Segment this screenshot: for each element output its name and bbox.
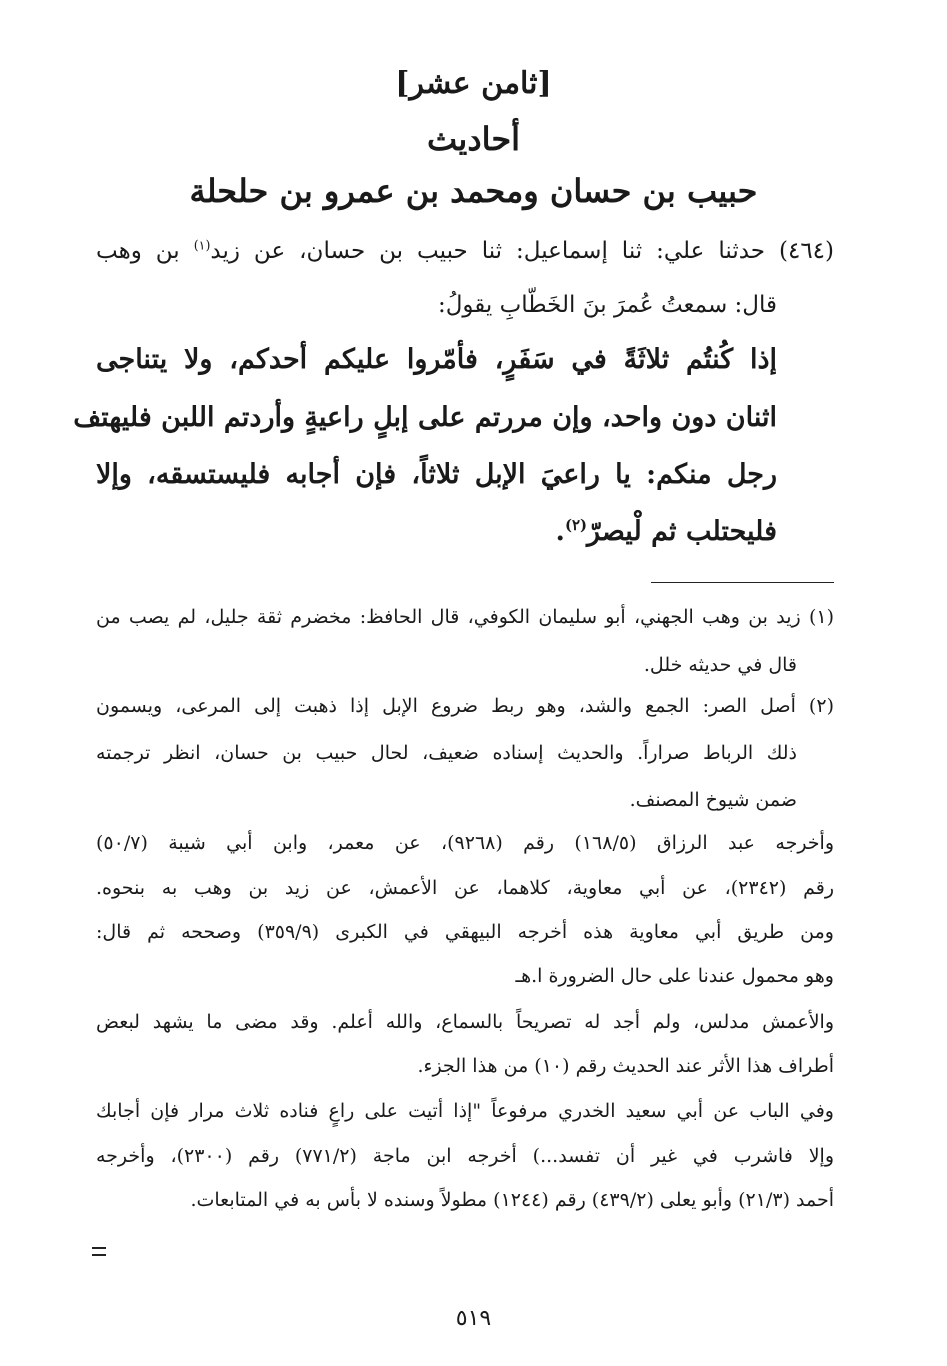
page-number: ٥١٩	[455, 1306, 492, 1331]
takhrij-line-2: رقم (٢٣٤٢)، عن أبي معاوية، كلاهما، عن الأعمش، عن زيد بن وهب به بنحوه.	[96, 877, 834, 899]
footnote-ref-2: (٢)	[564, 516, 587, 534]
isnad-line-1	[96, 238, 834, 264]
isnad-line-2: قال: سمعتُ عُمرَ بنَ الخَطّابِ يقولُ:	[437, 292, 777, 318]
matn-line-1: إذا كُنتُم ثلاثَةً في سَفَرٍ، فأمّروا عليكم أحدكم، ولا يتناجى	[96, 344, 777, 375]
takhrij-line-1: وأخرجه عبد الرزاق (١٦٨/٥) رقم (٩٢٦٨)، عن معمر، وابن أبي شيبة (٥٠/٧)	[96, 832, 834, 854]
amash-line-1: والأعمش مدلس، ولم أجد له تصريحاً بالسماع، والله أعلم. وقد مضى ما يشهد لبعض	[96, 1011, 834, 1033]
matn-text: فليحتلب ثم لْيصرّ	[587, 516, 777, 547]
footnote-2-line-2: ذلك الرباط صراراً. والحديث إسناده ضعيف، لحال حبيب بن حسان، انظر ترجمته	[96, 742, 797, 764]
footnote-1-line-2: قال في حديثه خلل.	[643, 654, 797, 676]
amash-line-2: أطراف هذا الأثر عند الحديث رقم (١٠) من هذا الجزء.	[417, 1055, 834, 1077]
footnote-2-line-3: ضمن شيوخ المصنف.	[629, 789, 797, 811]
narrator-chain-heading: حبيب بن حسان ومحمد بن عمرو بن حلحلة	[189, 172, 758, 210]
continuation-mark	[92, 1247, 106, 1256]
footnote-ref-1: (١)	[193, 237, 211, 253]
isnad-text: (٤٦٤) حدثنا علي: ثنا إسماعيل: ثنا حبيب بن حسان، عن زيد	[210, 238, 835, 264]
takhrij-line-3: ومن طريق أبي معاوية هذه أخرجه البيهقي في الكبرى (٣٥٩/٩) وصححه ثم قال:	[96, 921, 834, 943]
matn-end: .	[555, 516, 565, 547]
matn-line-2: اثنان دون واحد، وإن مررتم على إبلٍ راعيةٍ وأردتم اللبن فليهتف	[73, 402, 777, 433]
footnote-2-line-1: (٢) أصل الصر: الجمع والشد، وهو ربط ضروع الإبل إذا ذهبت إلى المرعى، ويسمون	[96, 695, 834, 717]
footnote-separator	[651, 582, 834, 583]
matn-line-4	[96, 516, 777, 547]
bab-line-3: أحمد (٢١/٣) وأبو يعلى (٤٣٩/٢) رقم (١٢٤٤) مطولاً وسنده لا بأس به في المتابعات.	[190, 1189, 834, 1211]
isnad-text-end: بن وهب	[96, 238, 180, 264]
footnote-1-line-1: (١) زيد بن وهب الجهني، أبو سليمان الكوفي، قال الحافظ: مخضرم ثقة جليل، لم يصب من	[96, 606, 835, 628]
matn-line-3: رجل منكم: يا راعيَ الإبل ثلاثاً، فإن أجابه فليستسقه، وإلا	[96, 459, 777, 490]
section-heading: [ثامن عشر]	[395, 66, 552, 101]
bab-line-1: وفي الباب عن أبي سعيد الخدري مرفوعاً "إذا أتيت على راعٍ فناده ثلاث مرار فإن أجابك	[96, 1100, 834, 1122]
chapter-title: أحاديث	[427, 120, 520, 158]
takhrij-line-4: وهو محمول عندنا على حال الضرورة ا.هـ	[515, 965, 834, 987]
bab-line-2: وإلا فاشرب في غير أن تفسد...) أخرجه ابن ماجة (٧٧١/٢) رقم (٢٣٠٠)، وأخرجه	[96, 1145, 834, 1167]
